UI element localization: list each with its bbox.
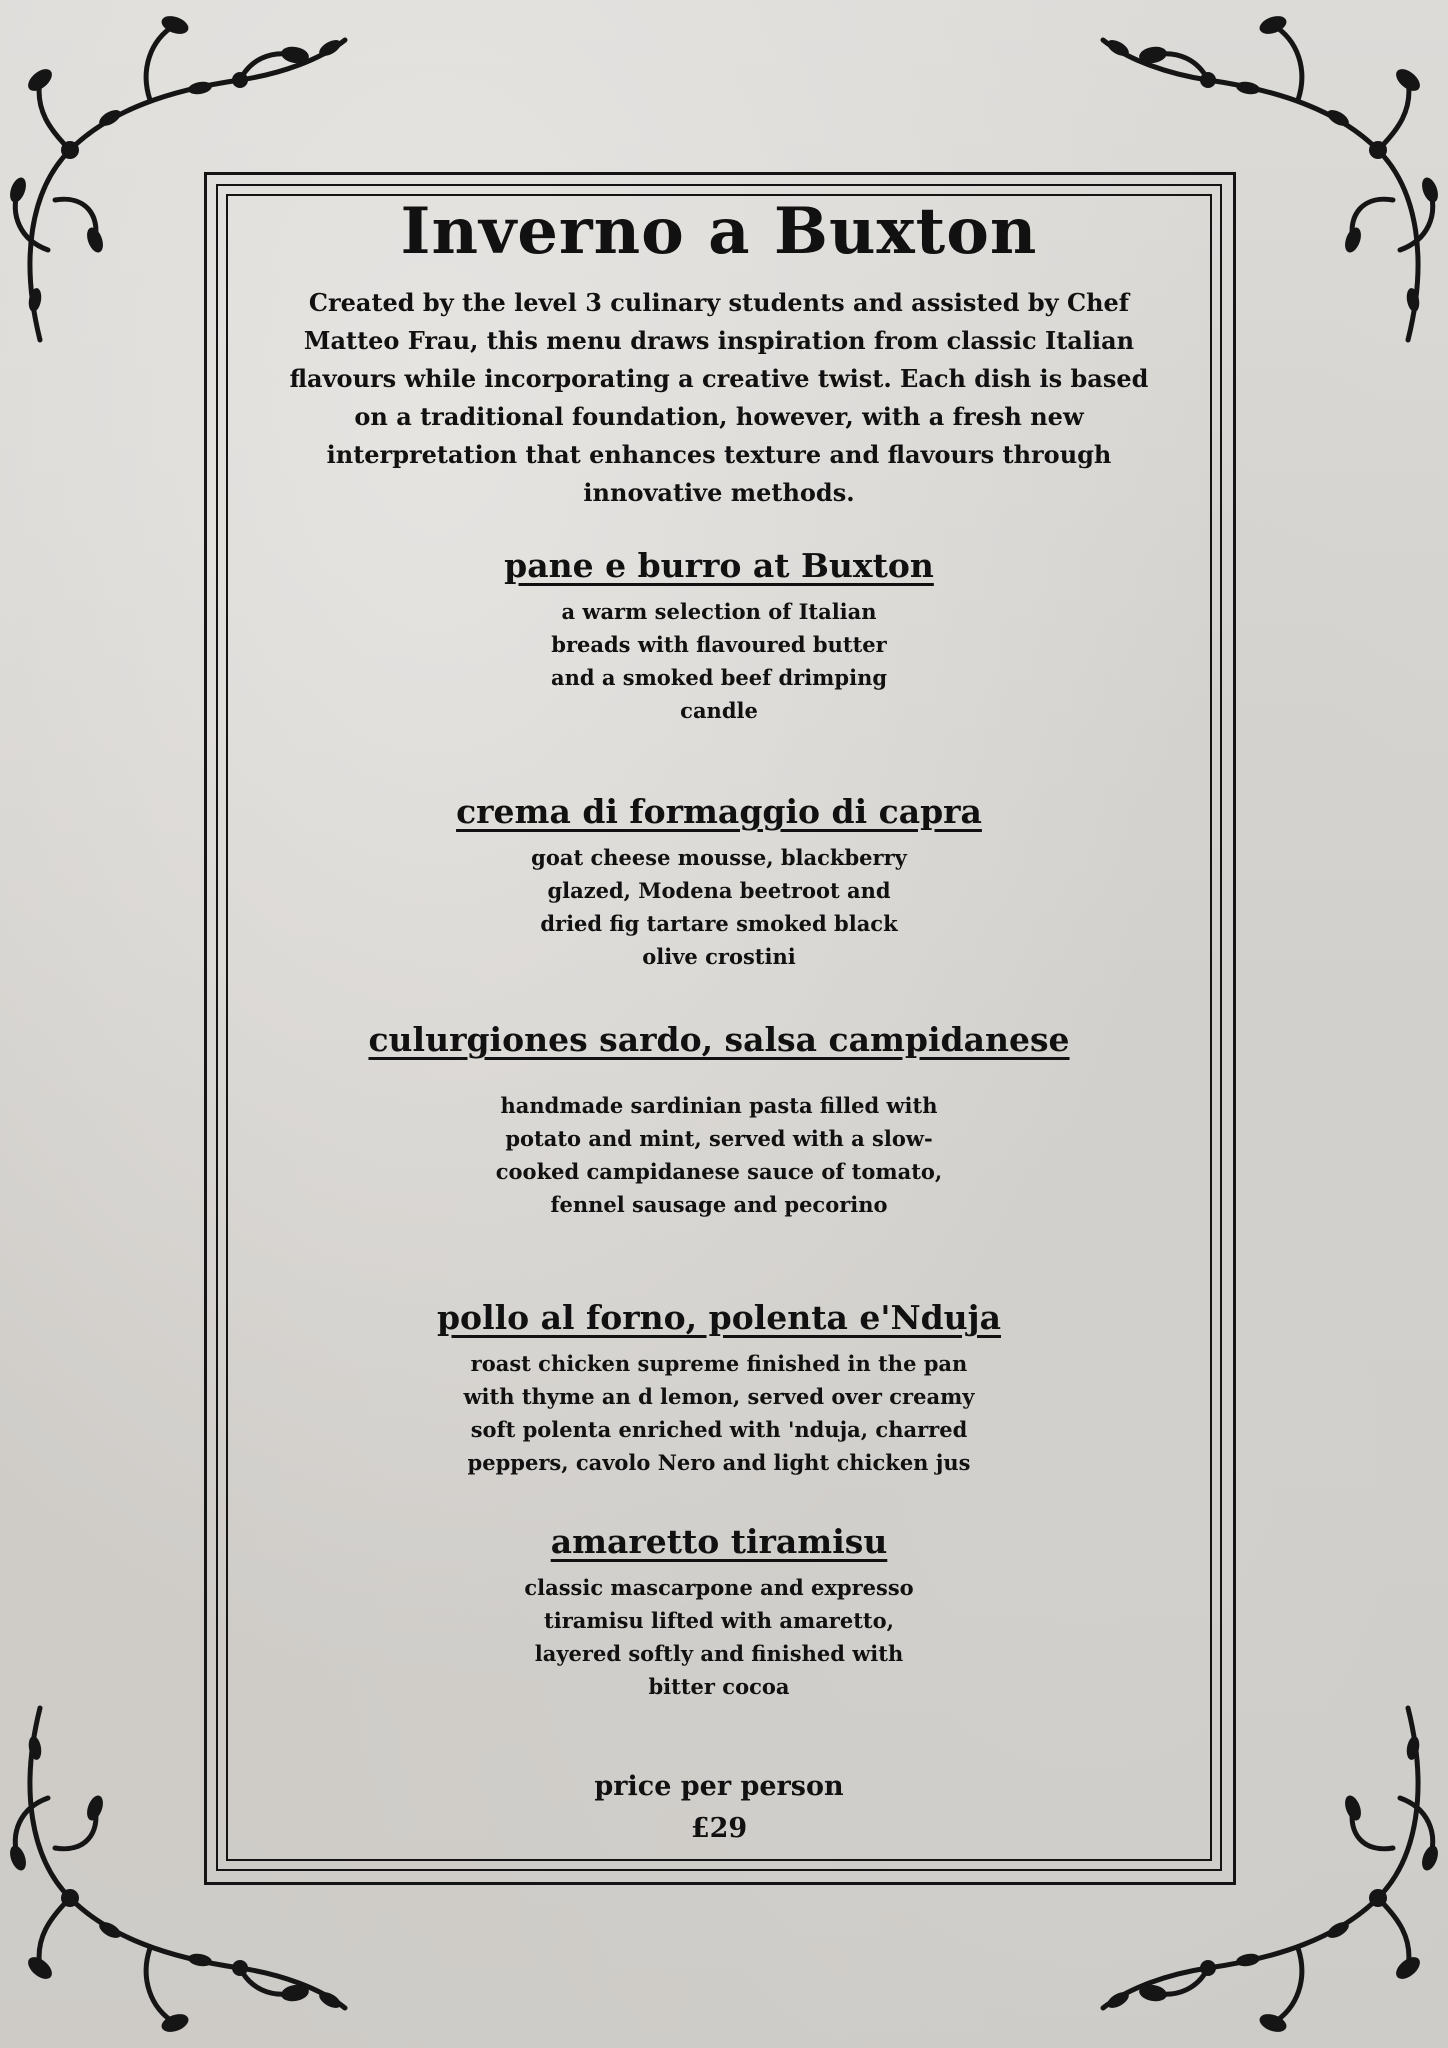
dish-item	[226, 546, 1212, 727]
dish-name: pane e burro at Buxton	[504, 546, 934, 585]
dish-description: roast chicken supreme finished in the pan with thyme an d lemon, served over creamy soft polenta enriched with 'nduja, charred peppers, cavolo Nero and light chicken jus	[463, 1351, 975, 1475]
dish-description: handmade sardinian pasta filled with potato and mint, served with a slow-cooked campidanese sauce of tomato, fennel sausage and pecorino	[495, 1093, 943, 1217]
dish-name: crema di formaggio di capra	[456, 792, 982, 831]
menu-title: Inverno a Buxton	[400, 194, 1038, 269]
dish-name: amaretto tiramisu	[550, 1522, 888, 1561]
menu-intro: Created by the level 3 culinary students and assisted by Chef Matteo Frau, this menu draws inspiration from classic Italian flavours while incorporating a creative twist. Each dish is based on a traditional foundation, however, with a fresh new interpretation that enhances texture and flavours through innovative methods.	[289, 288, 1149, 507]
dish-name: pollo al forno, polenta e'Nduja	[436, 1298, 1001, 1337]
price-value: £29	[690, 1813, 748, 1844]
dish-description: a warm selection of Italian breads with flavoured butter and a smoked beef drimping candle	[550, 599, 888, 723]
dish-item	[226, 792, 1212, 973]
dish-item	[226, 1020, 1212, 1221]
dish-description: goat cheese mousse, blackberry glazed, Modena beetroot and dried fig tartare smoked black olive crostini	[531, 845, 907, 969]
dish-description: classic mascarpone and expresso tiramisu lifted with amaretto, layered softly and finished with bitter cocoa	[524, 1575, 914, 1699]
dish-item	[226, 1522, 1212, 1703]
price-label: price per person	[594, 1771, 844, 1802]
price-block	[226, 1766, 1212, 1850]
dish-name: culurgiones sardo, salsa campidanese	[368, 1020, 1070, 1059]
dish-item	[226, 1298, 1212, 1479]
